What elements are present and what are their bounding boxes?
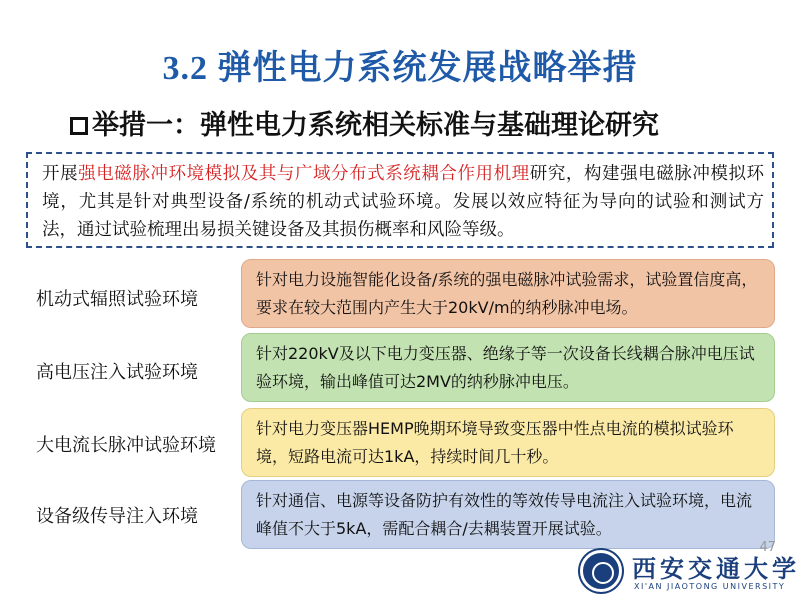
slide-subtitle [70,103,770,142]
card-high-current: 针对电力变压器HEMP晚期环境导致变压器中性点电流的模拟试验环境，短路电流可达1kA，持续时间几十秒。 [241,408,775,477]
university-name: 西安交通大学 [632,554,800,583]
card-high-voltage: 针对220kV及以下电力变压器、绝缘子等一次设备长线耦合脉冲电压试验环境，输出峰值可达2MV的纳秒脉冲电压。 [241,333,775,402]
university-logo [580,547,800,597]
slide-title: 3.2 弹性电力系统发展战略举措 [162,50,638,87]
row-label-high-voltage: 高电压注入试验环境 [36,362,198,383]
card-mobile-radiation: 针对电力设施智能化设备/系统的强电磁脉冲试验需求，试验置信度高，要求在较大范围内产生大于20kV/m的纳秒脉冲电场。 [241,259,775,328]
intro-highlight: 强电磁脉冲环境模拟及其与广域分布式系统耦合作用机理 [78,164,530,184]
page-number: 47 [759,540,776,555]
card-conducted-injection: 针对通信、电源等设备防护有效性的等效传导电流注入试验环境，电流峰值不大于5kA，需配合耦合/去耦装置开展试验。 [241,480,775,549]
subtitle-text: 举措一：弹性电力系统相关标准与基础理论研究 [92,110,659,141]
square-bullet-icon [70,117,88,135]
intro-box [26,152,774,248]
intro-pre: 开展 [42,164,79,184]
row-label-high-current: 大电流长脉冲试验环境 [36,435,216,456]
row-label-mobile-radiation: 机动式辐照试验环境 [36,289,198,310]
row-label-conducted-injection: 设备级传导注入环境 [36,506,198,527]
university-seal-icon [580,550,622,592]
intro-post: 研究，构建强电磁脉冲模拟环境，尤其是针对典型设备/系统的机动式试验环境。发展以效应特征为导向的试验和测试方法，通过试验梳理出易损关键设备及其损伤概率和风险等级。 [42,164,765,240]
university-name-english: XI'AN JIAOTONG UNIVERSITY [634,582,786,591]
